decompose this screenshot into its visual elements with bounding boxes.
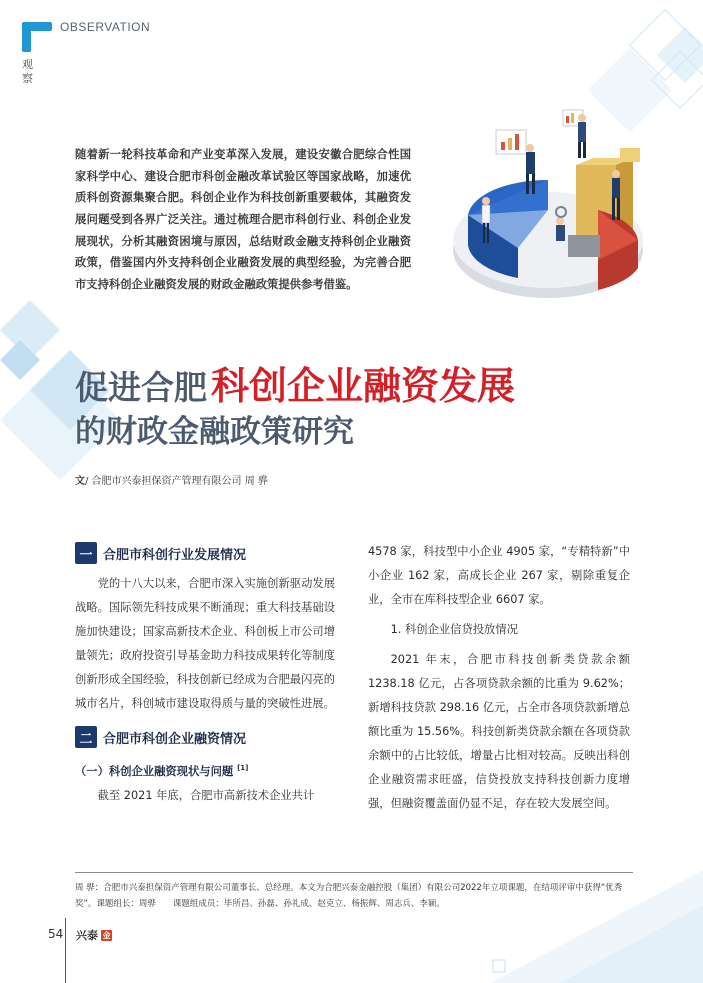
right-column <box>368 540 630 816</box>
sub-item-heading: 1. 科创企业信贷投放情况 <box>390 623 518 636</box>
brand-name: 兴泰 <box>76 929 98 942</box>
left-column <box>75 540 335 808</box>
side-label: 观察 <box>22 58 33 85</box>
sub-heading <box>75 756 335 784</box>
section-1-body: 党的十八大以来，合肥市深入实施创新驱动发展战略。国际领先科技成果不断涌现；重大科技基础设施加快建设；国家高新技术企业、科创板上市公司增量领先；政府投资引导基金助力科技成果转化等制度创新形成全国经验，科技创新已经成为合肥最闪亮的城市名片，科创城市建设取得质与量的突破性进展。 <box>75 577 335 710</box>
byline <box>75 472 268 487</box>
corner-mark-icon <box>22 22 52 52</box>
article-title-line1 <box>75 364 515 410</box>
brand-seal-icon: 金 <box>102 930 111 940</box>
page-divider-line <box>65 918 66 983</box>
section-tag: OBSERVATION <box>60 20 151 34</box>
section-2-body-start: 截至 2021 年底，合肥市高新技术企业共计 <box>97 788 315 802</box>
footnote-divider <box>75 872 633 873</box>
byline-text: / 合肥市兴泰担保资产管理有限公司 周 骅 <box>85 476 268 487</box>
section-heading-text: 合肥市科创行业发展情况 <box>103 547 247 563</box>
sub-heading-text: （一）科创企业融资现状与问题 <box>75 764 234 778</box>
article-title-line2: 的财政金融政策研究 <box>75 414 354 450</box>
right-para-1: 4578 家，科技型中小企业 4905 家，“专精特新”中小企业 162 家，高成长企业 267 家，剔除重复企业，全市在库科技型企业 6607 家。 <box>368 545 630 606</box>
business-pie-illustration <box>448 100 658 310</box>
right-para-2: 2021 年末，合肥市科技创新类贷款余额 1238.18 亿元，占各项贷款余额的比重为 9.62%；新增科技贷款 298.16 亿元，占全市各项贷款新增总额比重为 15.56%。科技创新类贷款余额在各项贷款余额中的占比较低，增量占比相对较高。反映出科创企业融资需求旺盛，信贷投放支持科技创新力度增强，但融资覆盖面仍显不足，存在较大发展空间。 <box>368 653 630 810</box>
section-2-heading <box>75 724 335 750</box>
section-1-heading <box>75 540 335 566</box>
page-number: 54 <box>48 927 64 941</box>
section-heading-text: 合肥市科创企业融资情况 <box>103 731 247 747</box>
title-highlight: 科创企业融资发展 <box>211 363 516 408</box>
footnote-ref: [1] <box>237 764 249 772</box>
brand-logo <box>76 927 112 943</box>
section-number-badge: 一 <box>75 542 97 564</box>
section-number-badge: 二 <box>75 726 97 748</box>
title-prefix: 促进合肥 <box>75 368 207 407</box>
byline-label: 文 <box>75 476 85 487</box>
footnote: 周 骅：合肥市兴泰担保资产管理有限公司董事长、总经理。本文为合肥兴泰金融控股（集团）有限公司2022年立项课题，在结项评审中获得“优秀奖”。课题组长：周骅 课题组成员：毕所昌、孙磊、孙礼成、赵克立、杨振辉、周志兵、李颖。 <box>75 883 623 909</box>
intro-paragraph: 随着新一轮科技革命和产业变革深入发展，建设安徽合肥综合性国家科学中心、建设合肥市科创金融改革试验区等国家战略，加速优质科创资源集聚合肥。科创企业作为科技创新重要载体，其融资发展问题受到各界广泛关注。通过梳理合肥市科创行业、科创企业发展现状，分析其融资困境与原因，总结财政金融支持科创企业融资政策，借鉴国内外支持科创企业融资发展的典型经验，为完善合肥市支持科创企业融资发展的财政金融政策提供参考借鉴。 <box>75 148 411 291</box>
